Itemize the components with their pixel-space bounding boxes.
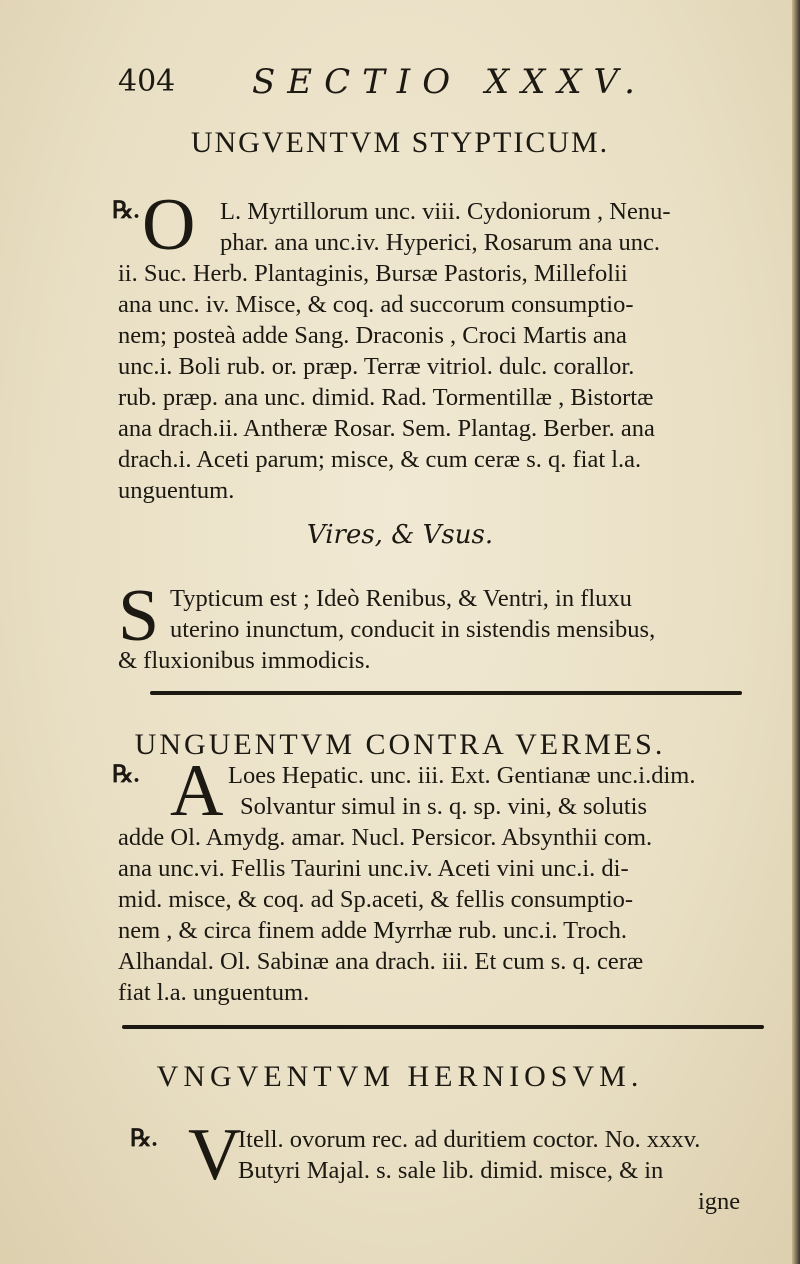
drop-cap: V bbox=[188, 1114, 242, 1196]
vires-heading: Vires, & Vsus. bbox=[306, 520, 494, 550]
vires-body bbox=[118, 575, 768, 676]
text-line: unguentum. bbox=[118, 477, 235, 504]
text-line: ii. Suc. Herb. Plantaginis, Bursæ Pastoris, Millefolii bbox=[118, 260, 628, 287]
text-line: Typticum est ; Ideò Renibus, & Ventri, in fluxu bbox=[170, 585, 632, 612]
divider-rule bbox=[122, 1025, 764, 1029]
text-line: igne bbox=[698, 1188, 741, 1215]
recipe-symbol: ℞. bbox=[130, 1126, 158, 1152]
drop-cap: S bbox=[118, 575, 160, 657]
text-line: Itell. ovorum rec. ad duritiem coctor. No. xxxv. bbox=[238, 1126, 701, 1153]
text-line: Solvantur simul in s. q. sp. vini, & solutis bbox=[240, 793, 648, 820]
text-line: nem; posteà adde Sang. Draconis , Croci Martis ana bbox=[118, 322, 627, 349]
text-line: ana drach.ii. Antheræ Rosar. Sem. Plantag. Berber. ana bbox=[118, 415, 655, 442]
divider-rule bbox=[150, 691, 742, 695]
recipe-title-herniosum: VNGVENTVM HERNIOSVM. bbox=[156, 1060, 644, 1093]
recipe-symbol: ℞. bbox=[112, 198, 140, 224]
recipe-body-vermes bbox=[112, 750, 768, 1008]
text-line: drach.i. Aceti parum; misce, & cum ceræ s. q. fiat l.a. bbox=[118, 446, 642, 473]
text-line: ana unc. iv. Misce, & coq. ad succorum consumptio- bbox=[118, 291, 634, 318]
recipe-body-herniosum bbox=[118, 1114, 768, 1217]
page-number: 404 bbox=[118, 64, 176, 99]
text-line: phar. ana unc.iv. Hyperici, Rosarum ana unc. bbox=[220, 229, 660, 256]
text-line: L. Myrtillorum unc. viii. Cydoniorum , Nenu- bbox=[220, 198, 671, 225]
text-line: uterino inunctum, conducit in sistendis mensibus, bbox=[170, 616, 656, 643]
text-line: Butyri Majal. s. sale lib. dimid. misce, & in bbox=[238, 1157, 664, 1184]
text-line: fiat l.a. unguentum. bbox=[118, 979, 310, 1006]
text-line: unc.i. Boli rub. or. præp. Terræ vitriol. dulc. corallor. bbox=[118, 353, 635, 380]
recipe-title-vermes: UNGUENTVM CONTRA VERMES. bbox=[134, 728, 666, 761]
drop-cap: O bbox=[142, 184, 196, 266]
running-head bbox=[110, 62, 730, 106]
text-line: rub. præp. ana unc. dimid. Rad. Tormentillæ , Bistortæ bbox=[118, 384, 654, 411]
book-spine-edge bbox=[792, 0, 800, 1264]
section-heading: SECTIO XXXV. bbox=[252, 62, 647, 102]
recipe-symbol: ℞. bbox=[112, 762, 140, 788]
text-line: mid. misce, & coq. ad Sp.aceti, & fellis consumptio- bbox=[118, 886, 634, 913]
text-line: ana unc.vi. Fellis Taurini unc.iv. Aceti vini unc.i. di- bbox=[118, 855, 629, 882]
text-line: adde Ol. Amydg. amar. Nucl. Persicor. Absynthii com. bbox=[118, 824, 653, 851]
text-line: Alhandal. Ol. Sabinæ ana drach. iii. Et cum s. q. ceræ bbox=[118, 948, 644, 975]
recipe-body-stypticum bbox=[112, 184, 768, 506]
text-line: & fluxionibus immodicis. bbox=[118, 647, 371, 674]
text-line: nem , & circa finem adde Myrrhæ rub. unc.i. Troch. bbox=[118, 917, 627, 944]
recipe-title-stypticum: UNGVENTVM STYPTICUM. bbox=[190, 126, 610, 159]
drop-cap: A bbox=[170, 750, 224, 832]
text-line: Loes Hepatic. unc. iii. Ext. Gentianæ unc.i.dim. bbox=[228, 762, 696, 789]
